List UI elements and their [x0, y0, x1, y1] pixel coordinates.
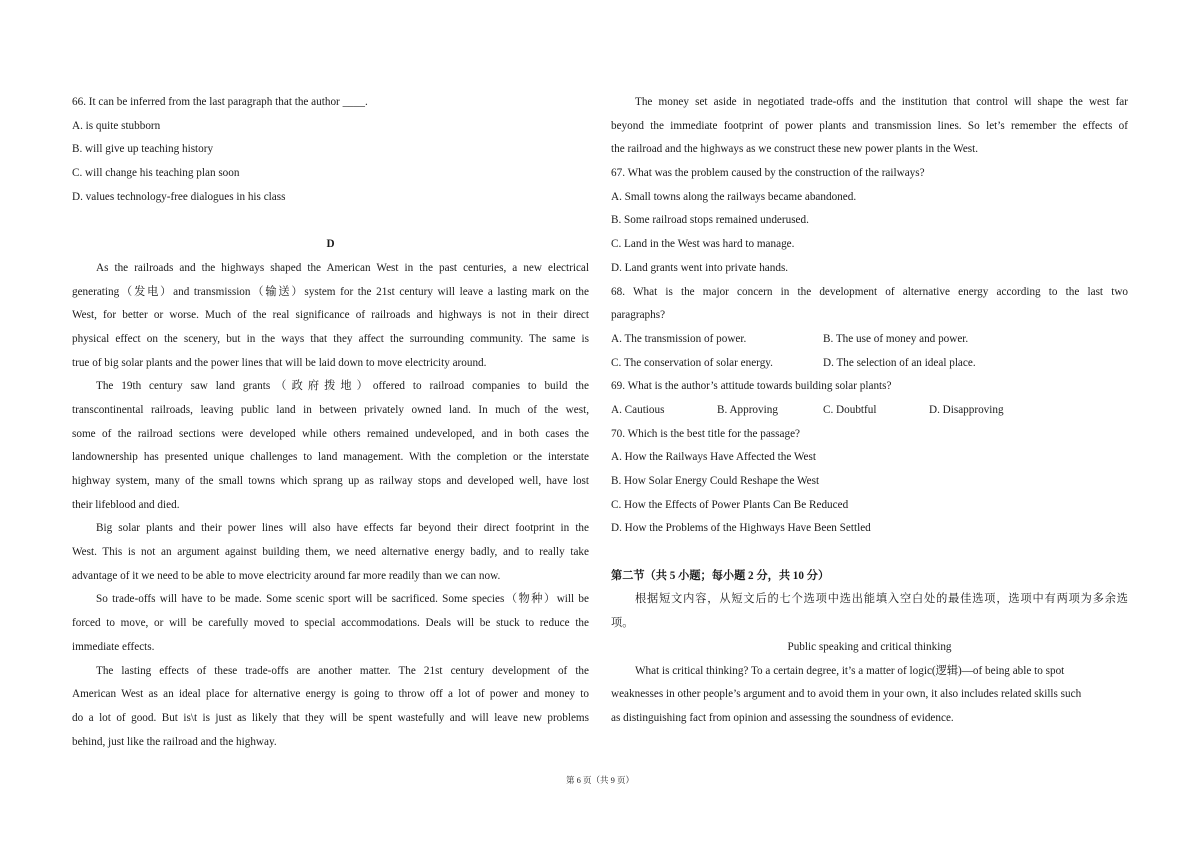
q68-option-a: A. The transmission of power. — [611, 332, 747, 345]
passage-line: So trade-offs will have to be made. Some scenic sport will be sacrificed. Some species（物种）will be — [96, 593, 589, 606]
q69-option-d: D. Disapproving — [929, 403, 1004, 416]
passage-line: beyond the immediate footprint of power plants and transmission lines. So let’s remember the effects of — [611, 119, 1128, 132]
left-column — [72, 91, 589, 754]
passage-title: Public speaking and critical thinking — [787, 640, 952, 653]
passage-line: As the railroads and the highways shaped the American West in the past centuries, a new electrical — [96, 261, 589, 274]
passage-line: transcontinental railroads, leaving public land in between privately owned land. In much of the west, — [72, 403, 589, 416]
q70-stem: 70. Which is the best title for the passage? — [611, 427, 800, 440]
q69-option-b: B. Approving — [717, 403, 778, 416]
passage-line: physical effect on the scenery, but in the ways that they affect the surrounding community. The same is — [72, 332, 589, 345]
q69-options-row — [611, 399, 1128, 423]
passage-line: West. This is not an argument against building them, we need alternative energy badly, and to really take — [72, 546, 589, 559]
q70-option-d: D. How the Problems of the Highways Have Been Settled — [611, 522, 871, 535]
passage-line: What is critical thinking? To a certain degree, it’s a matter of logic(逻辑)—of being able to spot — [635, 664, 1065, 677]
q67-option-c: C. Land in the West was hard to manage. — [611, 238, 795, 251]
q68-options-row-1 — [611, 328, 1128, 352]
passage-line: The 19th century saw land grants（政府拨地）offered to railroad companies to build the — [96, 380, 589, 393]
spacer — [611, 541, 1128, 565]
passage-line: forced to move, or will be carefully moved to special accommodations. Deals will be stuck to reduce the — [72, 617, 589, 630]
passage-line: weaknesses in other people’s argument and to avoid them in your own, it also includes related skills such — [611, 688, 1082, 701]
passage-line: West, for better or worse. Much of the real significance of railroads and highways is not in their direct — [72, 309, 589, 322]
passage-line: some of the railroad sections were developed while others remained undeveloped, and in both cases the — [72, 427, 589, 440]
section-heading-d: D — [326, 238, 335, 251]
page-footer: 第 6 页（共 9 页） — [565, 775, 634, 785]
q68-option-b: B. The use of money and power. — [823, 332, 969, 345]
q68-stem-cont: paragraphs? — [611, 309, 666, 322]
passage-line: The money set aside in negotiated trade-offs and the institution that control will shape the west far — [635, 96, 1128, 108]
passage-line: Big solar plants and their power lines will also have effects far beyond their direct footprint in the — [96, 522, 589, 535]
passage-line: immediate effects. — [72, 640, 155, 653]
q67-option-a: A. Small towns along the railways became abandoned. — [611, 190, 857, 203]
q67-option-b: B. Some railroad stops remained underused. — [611, 214, 809, 227]
q66-option-a: A. is quite stubborn — [72, 119, 161, 132]
section2-heading: 第二节（共 5 小题；每小题 2 分，共 10 分） — [611, 569, 830, 582]
q66-option-c: C. will change his teaching plan soon — [72, 167, 240, 180]
q70-option-c: C. How the Effects of Power Plants Can Be Reduced — [611, 498, 849, 511]
passage-line: The lasting effects of these trade-offs are another matter. The 21st century development of the — [96, 664, 589, 677]
passage-line: American West as an ideal place for alternative energy is going to throw off a lot of power and money to — [72, 688, 589, 701]
passage-line: advantage of it we need to be able to move electricity around far more readily than we can now. — [72, 569, 501, 582]
section2-instructions: 根据短文内容，从短文后的七个选项中选出能填入空白处的最佳选项，选项中有两项为多余选 — [635, 593, 1128, 606]
q67-stem: 67. What was the problem caused by the construction of the railways? — [611, 167, 925, 180]
spacer — [72, 209, 589, 233]
q66-option-b: B. will give up teaching history — [72, 143, 214, 156]
q66-stem: 66. It can be inferred from the last paragraph that the author ____. — [72, 96, 368, 108]
q70-option-b: B. How Solar Energy Could Reshape the West — [611, 475, 820, 487]
passage-line: the railroad and the highways as we construct these new power plants in the West. — [611, 143, 979, 156]
q69-stem: 69. What is the author’s attitude towards building solar plants? — [611, 380, 892, 393]
q66-option-d: D. values technology-free dialogues in his class — [72, 190, 286, 203]
q68-option-c: C. The conservation of solar energy. — [611, 356, 773, 369]
q67-option-d: D. Land grants went into private hands. — [611, 261, 789, 274]
right-column — [611, 91, 1128, 731]
section2-instructions-cont: 项。 — [611, 617, 634, 630]
q69-option-c: C. Doubtful — [823, 403, 877, 416]
passage-line: do a lot of good. But is\t is just as likely that they will be spent wastefully and will leave new problems — [72, 711, 589, 724]
passage-line: landownership has presented unique challenges to land management. With the completion or the interstate — [72, 451, 589, 464]
passage-line: as distinguishing fact from opinion and assessing the soundness of evidence. — [611, 711, 954, 724]
passage-line: behind, just like the railroad and the highway. — [72, 735, 277, 748]
passage-line: their lifeblood and died. — [72, 498, 180, 511]
passage-line: generating（发电）and transmission（输送）system for the 21st century will leave a lasting mark on the — [72, 285, 589, 298]
passage-line: true of big solar plants and the power lines that will be laid down to move electricity around. — [72, 356, 487, 369]
q68-option-d: D. The selection of an ideal place. — [823, 356, 976, 369]
q69-option-a: A. Cautious — [611, 403, 665, 416]
q68-stem: 68. What is the major concern in the development of alternative energy according to the last two — [611, 285, 1128, 298]
q68-options-row-2 — [611, 352, 1128, 376]
passage-line: highway system, many of the small towns which sprang up as railway stops and developed well, have lost — [72, 475, 589, 487]
q70-option-a: A. How the Railways Have Affected the West — [611, 451, 816, 464]
